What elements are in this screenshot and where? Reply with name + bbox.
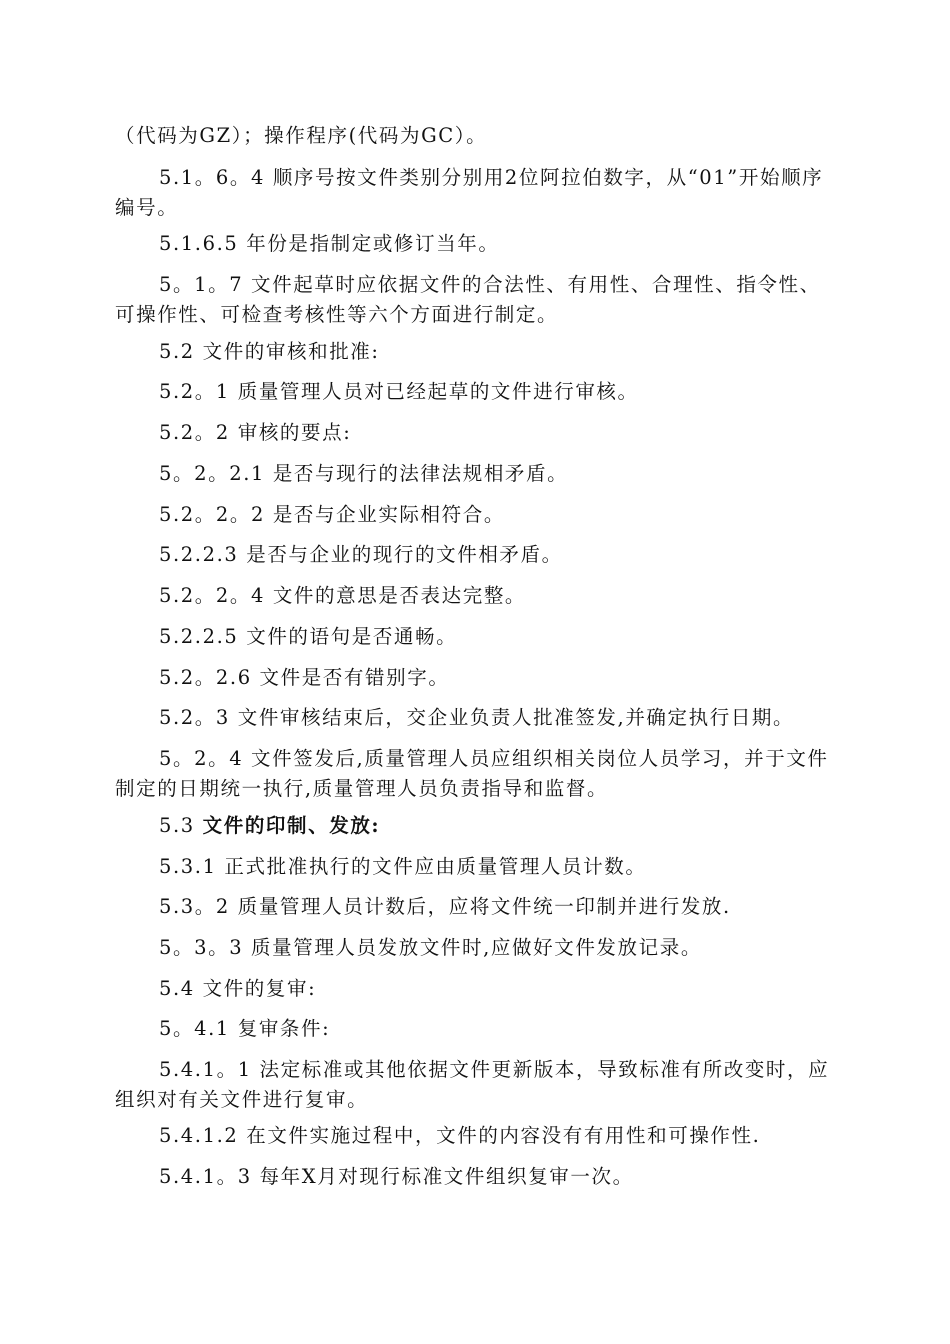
paragraph-5-3-1: 5.3.1 正式批准执行的文件应由质量管理人员计数。: [159, 855, 647, 878]
paragraph-code-types: （代码为GZ）；操作程序(代码为GC）。: [115, 124, 488, 147]
paragraph-5-1-6-5: 5.1.6.5 年份是指制定或修订当年。: [159, 232, 500, 255]
paragraph-5-2-1: 5.2。1 质量管理人员对已经起草的文件进行审核。: [159, 380, 639, 403]
paragraph-5-3-3: 5。3。3 质量管理人员发放文件时,应做好文件发放记录。: [159, 936, 702, 959]
section-number-5-3: 5.3: [159, 814, 203, 837]
paragraph-5-2-2-5: 5.2.2.5 文件的语句是否通畅。: [159, 625, 458, 648]
section-heading-5-2: 5.2 文件的审核和批准:: [159, 340, 380, 363]
paragraph-5-4-1: 5。4.1 复审条件:: [159, 1017, 331, 1040]
section-heading-5-4: 5.4 文件的复审:: [159, 977, 317, 1000]
paragraph-5-4-1-1: 5.4.1。1 法定标准或其他依据文件更新版本，导致标准有所改变时，应组织对有关文件进行复审。: [115, 1058, 830, 1111]
paragraph-5-1-6-4: 5.1。6。4 顺序号按文件类别分别用2位阿拉伯数字，从“01”开始顺序编号。: [115, 166, 824, 219]
paragraph-5-2-2-4: 5.2。2。4 文件的意思是否表达完整。: [159, 584, 527, 607]
paragraph-5-2-4: 5。2。4 文件签发后,质量管理人员应组织相关岗位人员学习，并于文件制定的日期统一执行,质量管理人员负责指导和监督。: [115, 747, 829, 800]
paragraph-5-2-3: 5.2。3 文件审核结束后，交企业负责人批准签发,并确定执行日期。: [159, 706, 795, 729]
section-title-5-3: 文件的印制、发放:: [202, 814, 381, 837]
paragraph-5-3-2: 5.3。2 质量管理人员计数后，应将文件统一印制并进行发放.: [159, 895, 731, 918]
paragraph-5-4-1-3: 5.4.1。3 每年X月对现行标准文件组织复审一次。: [159, 1165, 634, 1188]
paragraph-5-4-1-2: 5.4.1.2 在文件实施过程中，文件的内容没有有用性和可操作性.: [159, 1124, 761, 1147]
paragraph-5-2-2-2: 5.2。2。2 是否与企业实际相符合。: [159, 503, 505, 526]
paragraph-5-2-2-6: 5.2。2.6 文件是否有错别字。: [159, 666, 450, 689]
paragraph-5-1-7: 5。1。7 文件起草时应依据文件的合法性、有用性、合理性、指令性、可操作性、可检查考核性等六个方面进行制定。: [115, 273, 821, 326]
paragraph-5-2-2: 5.2。2 审核的要点:: [159, 421, 352, 444]
paragraph-5-2-2-1: 5。2。2.1 是否与现行的法律法规相矛盾。: [159, 462, 569, 485]
paragraph-5-2-2-3: 5.2.2.3 是否与企业的现行的文件相矛盾。: [159, 543, 563, 566]
section-heading-5-3: [115, 811, 840, 841]
